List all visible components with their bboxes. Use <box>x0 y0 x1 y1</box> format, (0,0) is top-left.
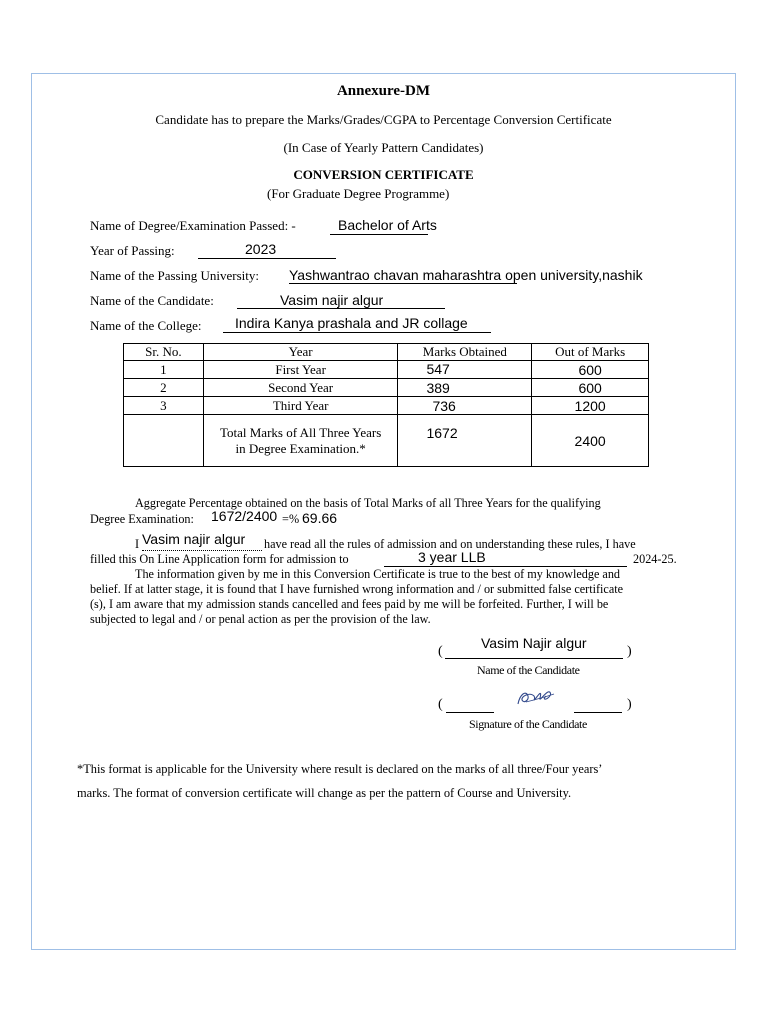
aggregate-fraction: 1672/2400 <box>211 508 278 524</box>
header-sr-no: Sr. No. <box>124 344 204 361</box>
aggregate-percent-sign: % <box>289 512 300 526</box>
degree-underline <box>330 234 428 235</box>
university-underline <box>289 283 517 284</box>
header-out-of-marks: Out of Marks <box>532 344 649 361</box>
sig-close-paren: ) <box>627 697 632 712</box>
total-marks: 1672 <box>398 415 532 467</box>
declaration-line1: have read all the rules of admission and on understanding these rules, I have <box>264 537 636 551</box>
row-sr: 3 <box>124 397 204 415</box>
course-year: 2024-25. <box>633 552 677 566</box>
certificate-page <box>31 73 736 950</box>
instruction-text: Candidate has to prepare the Marks/Grades/CGPA to Percentage Conversion Certificate <box>155 112 612 127</box>
year-label: Year of Passing: <box>90 243 175 258</box>
header-marks-obtained: Marks Obtained <box>398 344 532 361</box>
degree-label: Name of Degree/Examination Passed: - <box>90 218 296 233</box>
declaration-line2: filled this On Line Application form for admission to <box>90 552 349 566</box>
signature-image <box>512 682 562 712</box>
name-sign-underline <box>445 658 623 659</box>
declaration-para-line1: The information given by me in this Conversion Certificate is true to the best of my knowledge and <box>135 567 621 581</box>
row-year: First Year <box>203 361 398 379</box>
footnote-line2: marks. The format of conversion certificate will change as per the pattern of Course and University. <box>77 786 572 800</box>
table-total-row <box>124 415 649 467</box>
sig-underline-right <box>574 712 622 713</box>
row-year: Third Year <box>203 397 398 415</box>
row-year: Second Year <box>203 379 398 397</box>
table-row <box>124 397 649 415</box>
header-year: Year <box>203 344 398 361</box>
row-sr: 2 <box>124 379 204 397</box>
name-close-paren: ) <box>627 644 632 659</box>
aggregate-percent-value: 69.66 <box>302 510 338 526</box>
name-open-paren: ( <box>438 644 443 659</box>
name-caption: Name of the Candidate <box>477 663 580 677</box>
course-value: 3 year LLB <box>418 549 486 565</box>
total-out-of: 2400 <box>532 415 649 467</box>
degree-value: Bachelor of Arts <box>338 217 437 233</box>
candidate-label: Name of the Candidate: <box>90 293 214 308</box>
aggregate-eq: = <box>282 512 289 526</box>
annexure-title: Annexure-DM <box>336 83 431 99</box>
aggregate-text-line1: Aggregate Percentage obtained on the basis of Total Marks of all Three Years for the qualifying <box>135 496 601 510</box>
college-value: Indira Kanya prashala and JR collage <box>235 315 468 331</box>
row-marks: 547 <box>398 361 532 379</box>
signature-candidate-name: Vasim Najir algur <box>481 635 587 651</box>
declaration-para-line4: subjected to legal and / or penal action as per the provision of the law. <box>90 612 431 626</box>
certificate-title: CONVERSION CERTIFICATE <box>293 167 474 182</box>
declaration-name: Vasim najir algur <box>142 531 246 547</box>
signature-caption: Signature of the Candidate <box>469 717 587 731</box>
row-marks: 736 <box>398 397 532 415</box>
college-label: Name of the College: <box>90 318 202 333</box>
university-label: Name of the Passing University: <box>90 268 259 283</box>
declaration-name-dots <box>142 550 262 551</box>
pattern-note: (In Case of Yearly Pattern Candidates) <box>283 140 484 155</box>
row-out-of: 600 <box>532 361 649 379</box>
total-sr <box>124 415 204 467</box>
table-header-row <box>124 344 649 361</box>
year-underline <box>198 258 336 259</box>
row-sr: 1 <box>124 361 204 379</box>
row-out-of: 600 <box>532 379 649 397</box>
year-value: 2023 <box>245 241 277 257</box>
declaration-para-line2: belief. If at latter stage, it is found that I have furnished wrong information and / or submitted false certificate <box>90 582 624 596</box>
declaration-para-line3: (s), I am aware that my admission stands cancelled and fees paid by me will be forfeited. Further, I will be <box>90 597 609 611</box>
footnote-line1: *This format is applicable for the University where result is declared on the marks of all three/Four years’ <box>77 762 603 776</box>
college-underline <box>223 332 491 333</box>
programme-note: (For Graduate Degree Programme) <box>267 186 450 201</box>
row-marks: 389 <box>398 379 532 397</box>
sig-open-paren: ( <box>438 697 443 712</box>
declaration-prefix: I <box>135 537 140 551</box>
candidate-underline <box>237 308 445 309</box>
row-out-of: 1200 <box>532 397 649 415</box>
aggregate-text-line2: Degree Examination: <box>90 512 194 526</box>
total-label: Total Marks of All Three Years in Degree Examination.* <box>203 415 398 467</box>
table-row <box>124 361 649 379</box>
table-row <box>124 379 649 397</box>
university-value: Yashwantrao chavan maharashtra open university,nashik <box>289 267 643 283</box>
sig-underline-left <box>446 712 494 713</box>
candidate-value: Vasim najir algur <box>280 292 384 308</box>
marks-table <box>123 343 649 467</box>
